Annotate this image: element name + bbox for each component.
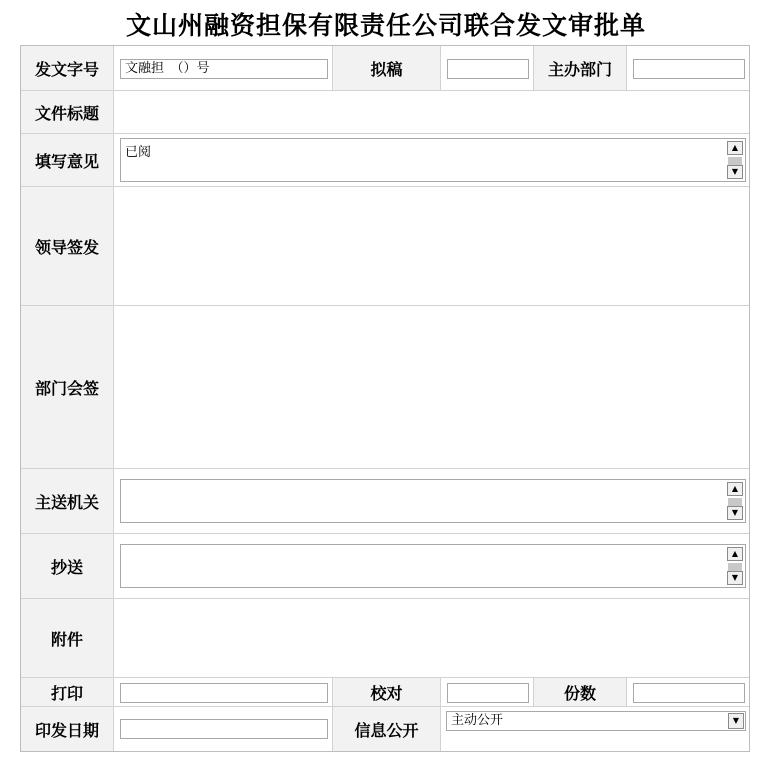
print-label: 打印 <box>21 678 113 706</box>
info-public-value: 主动公开 <box>451 713 504 728</box>
scroll-thumb[interactable] <box>728 563 742 571</box>
copies-label: 份数 <box>534 678 626 706</box>
cc-label: 抄送 <box>21 534 113 598</box>
host-dept-input[interactable] <box>633 59 745 79</box>
scroll-up-icon[interactable]: ▲ <box>727 141 743 155</box>
scroll-thumb[interactable] <box>728 157 742 165</box>
drafter-label: 拟稿 <box>333 46 440 90</box>
chevron-down-icon[interactable]: ▼ <box>728 713 744 729</box>
cc-textarea[interactable] <box>120 544 746 588</box>
scroll-up-icon[interactable]: ▲ <box>727 482 743 496</box>
opinion-text: 已阅 <box>125 145 152 160</box>
main-recipient-scrollbar[interactable] <box>727 482 743 520</box>
cc-scrollbar[interactable] <box>727 547 743 585</box>
proofread-input[interactable] <box>447 683 529 703</box>
doc-number-input[interactable]: 文融担 （）号 <box>120 59 328 79</box>
scroll-down-icon[interactable]: ▼ <box>727 165 743 179</box>
attachment-label: 附件 <box>21 599 113 677</box>
scroll-down-icon[interactable]: ▼ <box>727 571 743 585</box>
main-recipient-textarea[interactable] <box>120 479 746 523</box>
scroll-up-icon[interactable]: ▲ <box>727 547 743 561</box>
leader-sign-label: 领导签发 <box>21 187 113 305</box>
scroll-thumb[interactable] <box>728 498 742 506</box>
host-dept-label: 主办部门 <box>534 46 626 90</box>
main-recipient-label: 主送机关 <box>21 469 113 533</box>
opinion-textarea[interactable] <box>120 138 746 182</box>
dept-cosign-label: 部门会签 <box>21 306 113 468</box>
opinion-scrollbar[interactable] <box>727 141 743 179</box>
approval-form <box>20 45 750 752</box>
doc-title-label: 文件标题 <box>21 91 113 133</box>
info-public-label: 信息公开 <box>333 707 440 751</box>
info-public-select[interactable] <box>446 711 746 731</box>
doc-number-label: 发文字号 <box>21 46 113 90</box>
issue-date-label: 印发日期 <box>21 707 113 751</box>
proofread-label: 校对 <box>333 678 440 706</box>
issue-date-input[interactable] <box>120 719 328 739</box>
print-input[interactable] <box>120 683 328 703</box>
opinion-label: 填写意见 <box>21 134 113 186</box>
scroll-down-icon[interactable]: ▼ <box>727 506 743 520</box>
form-title: 文山州融资担保有限责任公司联合发文审批单 <box>125 11 646 40</box>
drafter-input[interactable] <box>447 59 529 79</box>
copies-input[interactable] <box>633 683 745 703</box>
